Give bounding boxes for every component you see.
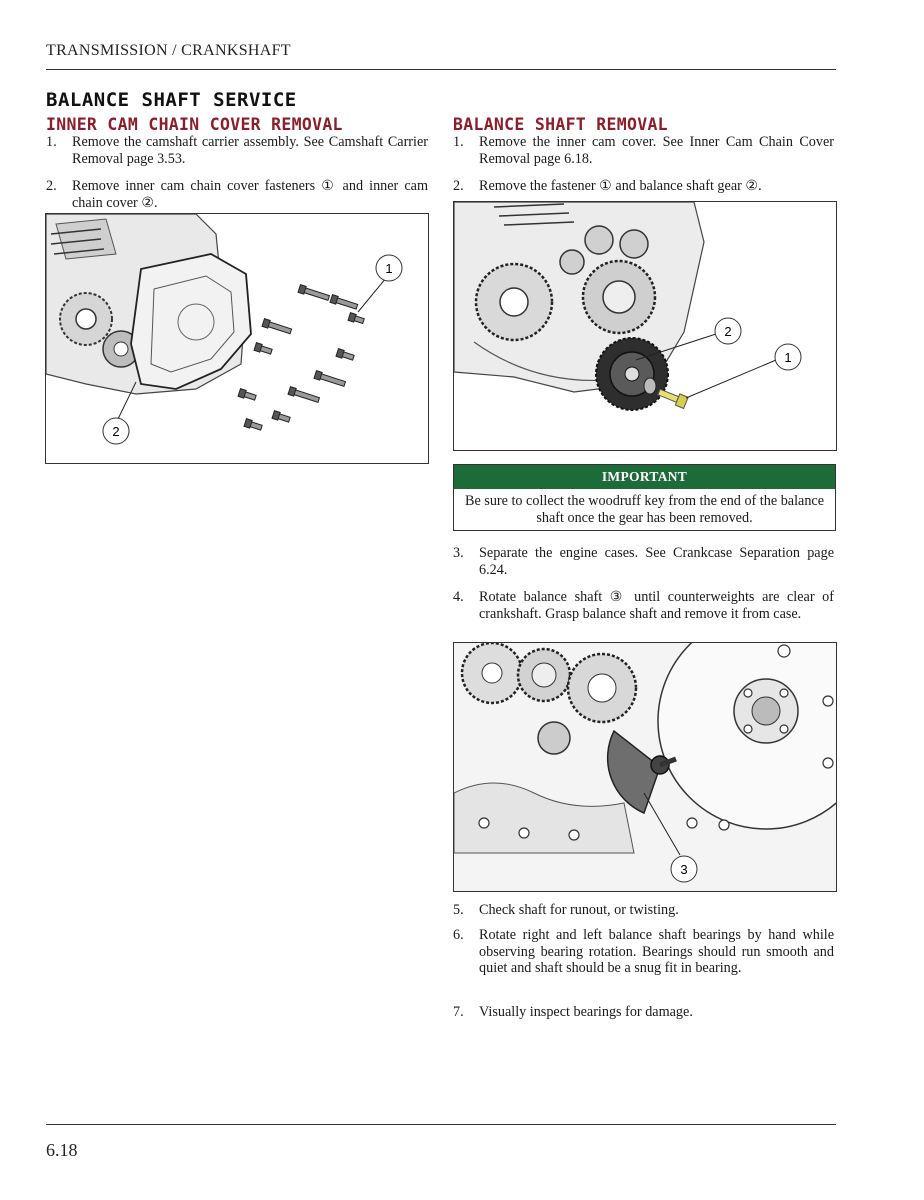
figure-inner-cam-cover xyxy=(45,213,429,464)
right-step-5 xyxy=(453,902,834,919)
right-step-1 xyxy=(453,134,834,167)
right-step-7 xyxy=(453,1004,834,1021)
right-step-3 xyxy=(453,545,834,578)
page-number: 6.18 xyxy=(46,1140,78,1160)
running-header: TRANSMISSION / CRANKSHAFT xyxy=(46,42,291,59)
callout-1 xyxy=(775,344,801,370)
step-number: 1. xyxy=(453,134,464,150)
figure-balance-shaft-gear xyxy=(453,201,837,451)
svg-text:1: 1 xyxy=(385,261,393,276)
important-heading: IMPORTANT xyxy=(454,465,835,489)
svg-text:1: 1 xyxy=(784,350,792,365)
step-number: 1. xyxy=(46,134,57,150)
callout-2 xyxy=(103,418,129,444)
svg-text:2: 2 xyxy=(724,324,732,339)
left-subtitle: INNER CAM CHAIN COVER REMOVAL xyxy=(46,115,343,134)
figure-balance-shaft-case xyxy=(453,642,837,892)
step-number: 7. xyxy=(453,1004,464,1020)
step-number: 4. xyxy=(453,589,464,605)
crankcase-illustration xyxy=(454,643,836,891)
step-number: 2. xyxy=(46,178,57,194)
step-text: Remove the inner cam cover. See Inner Cam Chain Cover Removal page 6.18. xyxy=(479,134,834,167)
svg-text:3: 3 xyxy=(680,862,688,877)
step-text: Separate the engine cases. See Crankcase Separation page 6.24. xyxy=(479,545,834,578)
right-step-4 xyxy=(453,589,834,622)
callout-1 xyxy=(376,255,402,281)
step-text: Remove the fastener ① and balance shaft gear ②. xyxy=(479,178,762,194)
step-text: Visually inspect bearings for damage. xyxy=(479,1004,693,1020)
svg-text:2: 2 xyxy=(112,424,120,439)
callout-2 xyxy=(715,318,741,344)
gear-removal-illustration xyxy=(454,202,836,450)
step-text: Remove inner cam chain cover fasteners ① and inner cam chain cover ②. xyxy=(72,178,428,211)
right-step-2 xyxy=(453,178,834,195)
left-step-2 xyxy=(46,178,428,211)
right-subtitle: BALANCE SHAFT REMOVAL xyxy=(453,115,668,134)
step-text: Rotate right and left balance shaft bearings by hand while observing bearing rotation. Bearings should run smooth and quiet and shaft should be a snug fit in bearing. xyxy=(479,927,834,976)
important-notice xyxy=(453,464,836,531)
step-text: Check shaft for runout, or twisting. xyxy=(479,902,679,918)
footer-rule xyxy=(46,1124,836,1125)
callout-3 xyxy=(671,856,697,882)
section-title: BALANCE SHAFT SERVICE xyxy=(46,89,297,111)
step-number: 5. xyxy=(453,902,464,918)
engine-cover-illustration xyxy=(46,214,428,463)
important-body: Be sure to collect the woodruff key from the end of the balance shaft once the gear has been removed. xyxy=(464,493,825,526)
right-step-6 xyxy=(453,927,834,977)
step-number: 3. xyxy=(453,545,464,561)
step-text: Rotate balance shaft ③ until counterweights are clear of crankshaft. Grasp balance shaft and remove it from case. xyxy=(479,589,834,622)
step-text: Remove the camshaft carrier assembly. See Camshaft Carrier Removal page 3.53. xyxy=(72,134,428,167)
header-rule xyxy=(46,69,836,70)
left-step-1 xyxy=(46,134,428,167)
step-number: 6. xyxy=(453,927,464,943)
step-number: 2. xyxy=(453,178,464,194)
